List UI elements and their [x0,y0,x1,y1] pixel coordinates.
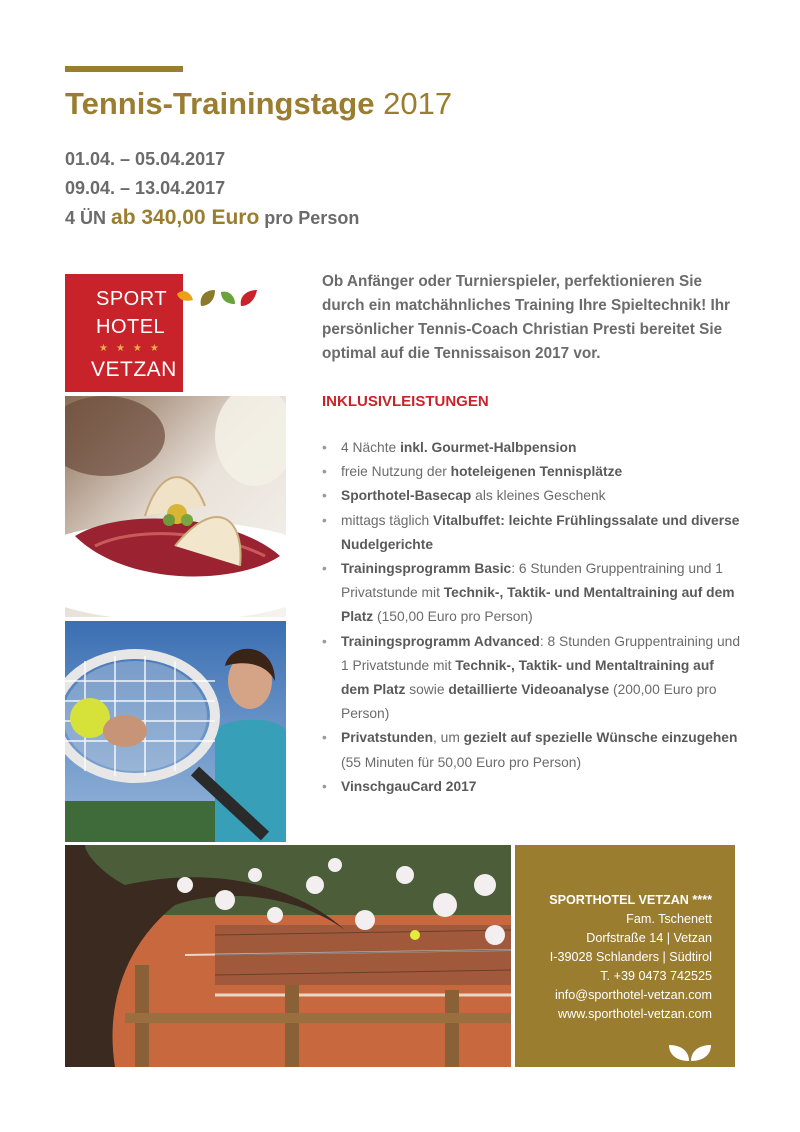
list-item: • VinschgauCard 2017 [322,775,742,799]
contact-phone: T. +39 0473 742525 [600,969,712,983]
inclusions-heading: INKLUSIVLEISTUNGEN [322,393,489,410]
contact-hotel-name: SPORTHOTEL VETZAN **** [549,893,712,907]
list-item: • Privatstunden, um gezielt auf spezielle Wünsche einzugehen (55 Minuten für 50,00 Euro pro Person) [322,726,742,774]
list-item: • mittags täglich Vitalbuffet: leichte Frühlingssalate und diverse Nudelgerichte [322,509,742,557]
title-year: 2017 [383,86,453,121]
contact-family: Fam. Tschenett [626,912,712,926]
date-range-2: 09.04. – 13.04.2017 [65,178,226,198]
price-line: 4 ÜN ab 340,00 Euro pro Person [65,206,360,229]
price-value: ab 340,00 Euro [111,206,260,229]
brand-leaf-icon [667,1043,713,1063]
list-item: • Sporthotel-Basecap als kleines Geschenk [322,484,742,508]
tennis-court-photo [65,845,511,1067]
contact-city: I-39028 Schlanders | Südtirol [549,950,712,964]
star-rating: ★★★★ [99,343,167,354]
date-range-1: 01.04. – 05.04.2017 [65,149,226,169]
list-item: • freie Nutzung der hoteleigenen Tennisplätze [322,460,742,484]
food-photo [65,396,286,617]
contact-website[interactable]: www.sporthotel-vetzan.com [558,1007,712,1021]
list-item: • 4 Nächte inkl. Gourmet-Halbpension [322,436,742,460]
contact-street: Dorfstraße 14 | Vetzan [586,931,712,945]
offer-block [65,145,359,233]
list-item: • Trainingsprogramm Advanced: 8 Stunden Gruppentraining und 1 Privatstunde mit Technik-, Taktik- und Mentaltraining auf dem Platz sowie detaillierte Videoanalyse (200,00 Euro pro Person) [322,630,742,727]
intro-text: Ob Anfänger oder Turnierspieler, perfektionieren Sie durch ein matchähnliches Training Ihre Spieltechnik! Ihr persönlicher Tennis-Coach Christian Presti bereitet Sie optimal auf die Tennissaison 2017 vor. [322,273,731,362]
hotel-logo: SPORT HOTEL ★★★★ VETZAN [65,274,183,392]
leaves-icon [175,286,265,312]
page-title: Tennis-Trainingstage 2017 [65,86,453,121]
contact-box [515,845,735,1067]
inclusions-list [322,436,742,799]
accent-rule [65,66,183,72]
contact-email[interactable]: info@sporthotel-vetzan.com [555,988,712,1002]
list-item: • Trainingsprogramm Basic: 6 Stunden Gruppentraining und 1 Privatstunde mit Technik-, Taktik- und Mentaltraining auf dem Platz (150,00 Euro pro Person) [322,557,742,630]
tennis-player-photo [65,621,286,842]
